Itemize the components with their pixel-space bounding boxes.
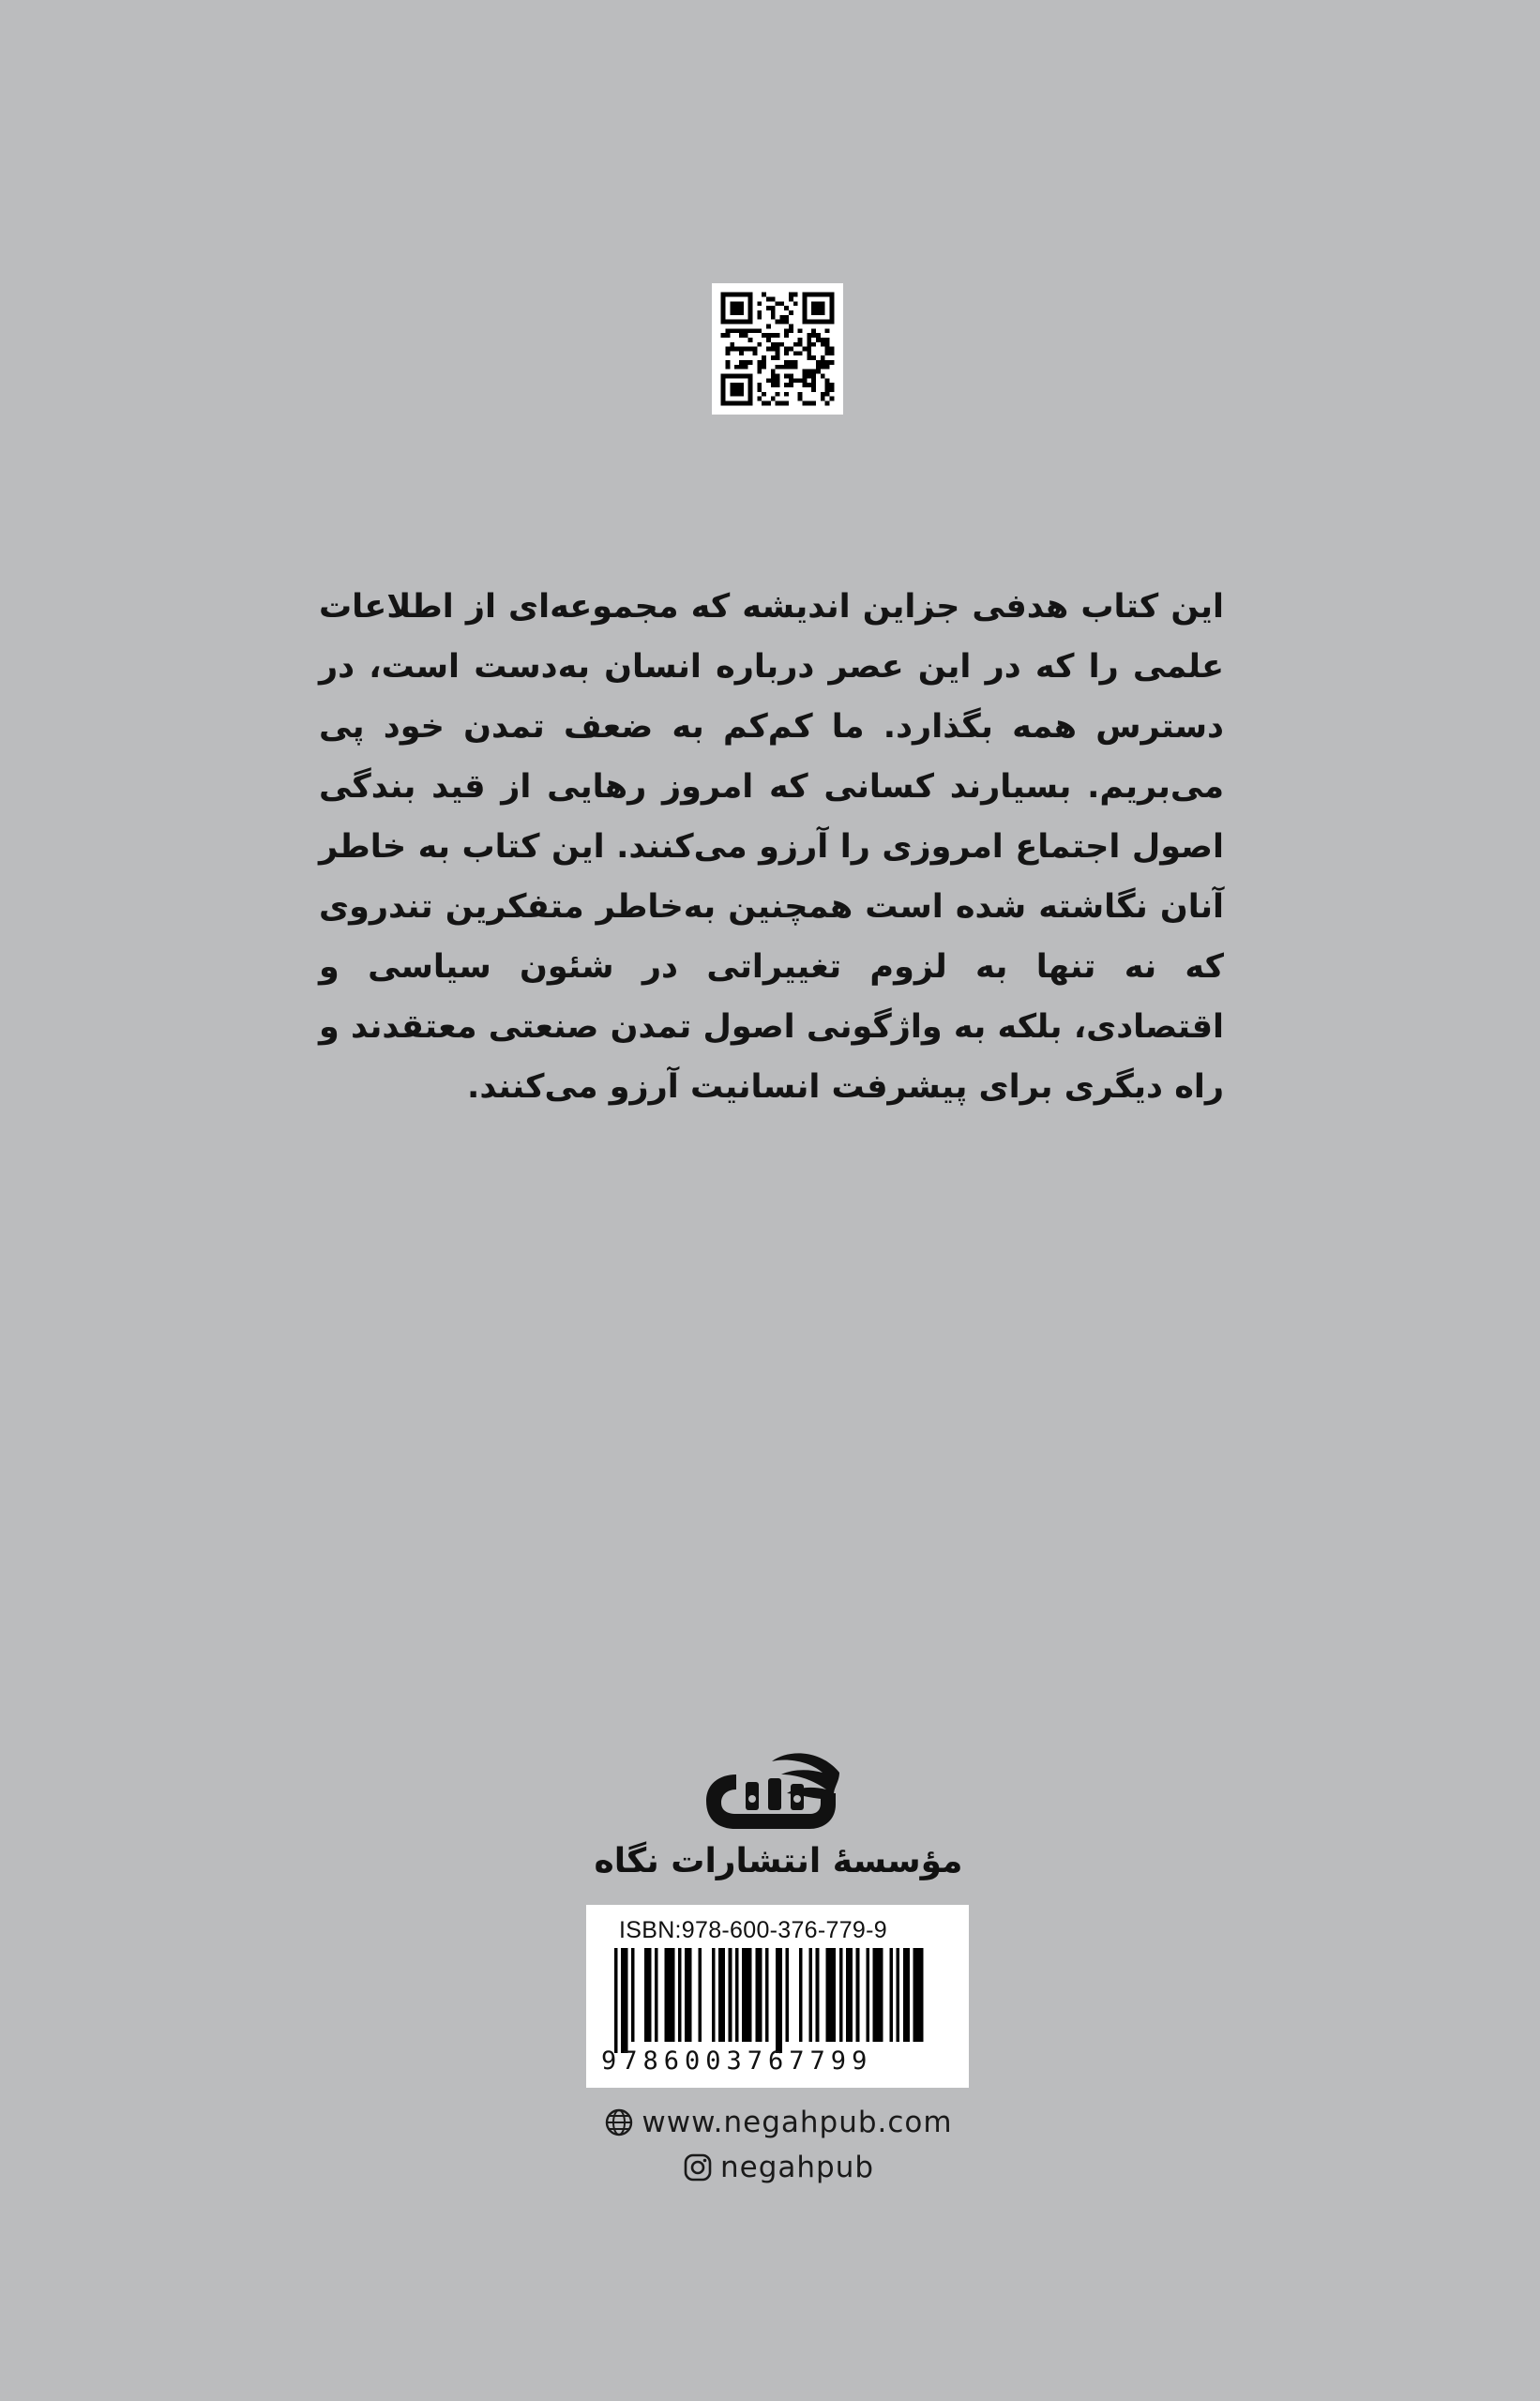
instagram-icon [683,2152,713,2182]
isbn-barcode [586,1905,969,2088]
instagram-text: negahpub [719,2151,875,2184]
barcode-bars [614,1948,933,2053]
blurb-text: این کتاب هدفی جزاین اندیشه که مجموعه‌ای از اطلاعات علمی را که در این عصر درباره انسان به‌دست است، در دسترس همه بگذارد. ما کم‌کم به ضعف تمدن خود پی می‌بریم. بسیارند کسانی که امروز رهایی از قید بندگی اصول اجتماع امروزی را آرزو می‌کنند. این کتاب به خاطر آنان نگاشته شده است همچنین به‌خاطر متفکرین تندروی که نه تنها به لزوم تغییراتی در شئون سیاسی و اقتصادی، بلکه به واژگونی اصول تمدن صنعتی معتقدند و راه دیگری برای پیشرفت انسانیت آرزو می‌کنند. [319,588,1224,1106]
barcode-digits: 9786003767799 [601,2046,873,2076]
website-text: www.negahpub.com [642,2106,953,2139]
negah-publisher-logo-icon [699,1744,853,1834]
publisher-name: مؤسسهٔ انتشارات نگاه [594,1842,963,1880]
isbn-label: ISBN:978-600-376-779-9 [619,1917,887,1943]
back-cover-blurb [319,577,1224,1117]
qr-code [712,283,843,415]
website-link[interactable] [563,2101,994,2144]
globe-icon [604,2107,634,2137]
instagram-link[interactable] [563,2146,994,2189]
